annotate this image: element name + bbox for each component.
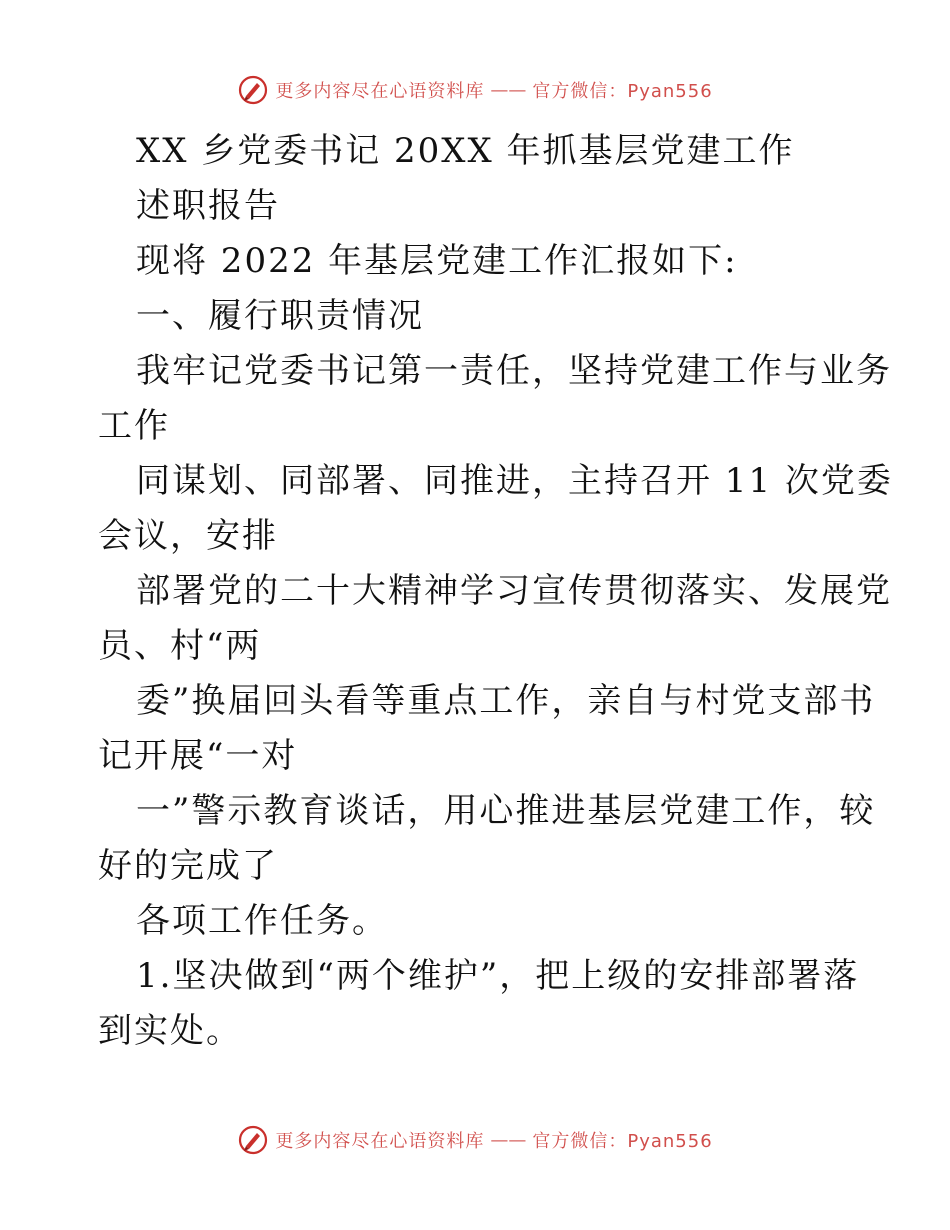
text-line: 现将 2022 年基层党建工作汇报如下:: [136, 241, 738, 281]
text-line: 一”警示教育谈话，用心推进基层党建工作，较: [136, 791, 876, 831]
watermark-contact: 官方微信：Pyan556: [532, 1131, 713, 1152]
text-line: 会议，安排: [98, 516, 278, 556]
watermark-contact: 官方微信：Pyan556: [532, 81, 713, 102]
header-watermark: [0, 70, 950, 110]
text-line: 同谋划、同部署、同推进，主持召开 11 次党委: [136, 461, 893, 501]
text-line: 委”换届回头看等重点工作，亲自与村党支部书: [136, 681, 876, 721]
text-line: 述职报告: [136, 186, 280, 226]
text-line: 到实处。: [98, 1011, 242, 1051]
text-line: 记开展“一对: [98, 736, 298, 776]
footer-watermark: [0, 1120, 950, 1160]
watermark-separator: ——: [490, 1129, 527, 1151]
text-line: 1.坚决做到“两个维护”，把上级的安排部署落: [136, 956, 860, 996]
text-line: 各项工作任务。: [136, 901, 388, 941]
watermark-text: 更多内容尽在心语资料库: [275, 1131, 485, 1152]
pen-logo-icon: [237, 74, 269, 106]
text-line: 员、村“两: [98, 626, 262, 666]
text-line: 我牢记党委书记第一责任，坚持党建工作与业务: [136, 351, 892, 391]
watermark-separator: ——: [490, 79, 527, 101]
document-body: [98, 124, 893, 1059]
watermark-text: 更多内容尽在心语资料库: [275, 81, 485, 102]
text-line: XX 乡党委书记 20XX 年抓基层党建工作: [136, 131, 795, 171]
text-line: 一、履行职责情况: [136, 296, 424, 336]
text-line: 好的完成了: [98, 846, 278, 886]
pen-logo-icon: [237, 1124, 269, 1156]
text-line: 工作: [98, 406, 170, 446]
text-line: 部署党的二十大精神学习宣传贯彻落实、发展党: [136, 571, 892, 611]
